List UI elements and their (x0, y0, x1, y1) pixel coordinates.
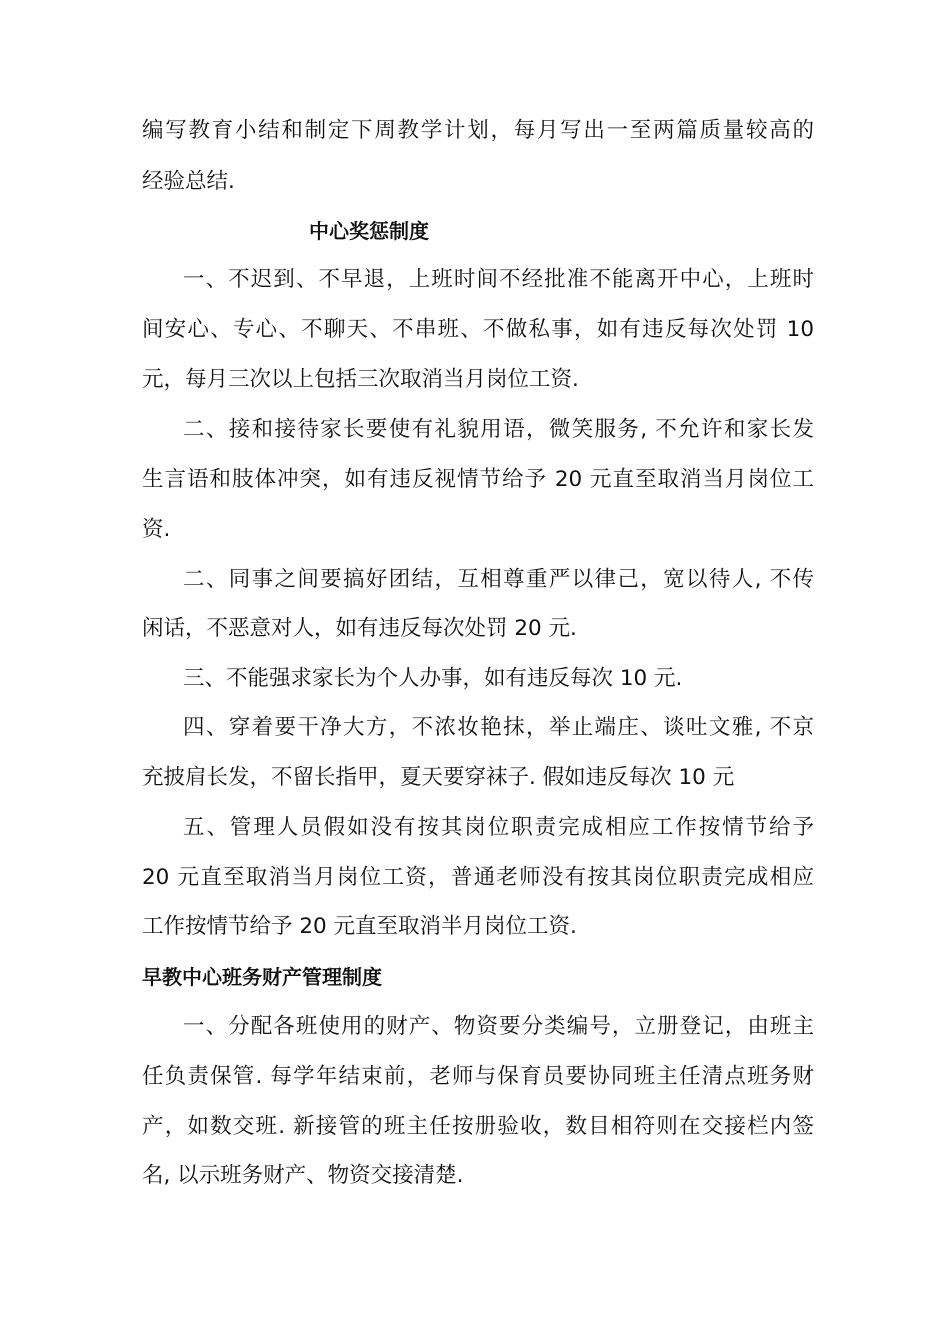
text-line: 四、穿着要干净大方，不浓妆艳抹，举止端庄、谈吐文雅, 不京 (183, 715, 814, 740)
section-title: 中心奖惩制度 (309, 219, 429, 243)
text-line: 充披肩长发，不留长指甲，夏天要穿袜子. 假如违反每次 10 元 (142, 765, 735, 790)
text-line: 一、不迟到、不早退，上班时间不经批准不能离开中心，上班时 (183, 267, 814, 292)
text-line: 20 元直至取消当月岗位工资，普通老师没有按其岗位职责完成相应 (142, 865, 814, 890)
text-line: 任负责保管. 每学年结束前，老师与保育员要协同班主任清点班务财 (142, 1064, 814, 1089)
text-line: 生言语和肢体冲突，如有违反视情节给予 20 元直至取消当月岗位工 (142, 467, 814, 492)
text-line: 间安心、专心、不聊天、不串班、不做私事，如有违反每次处罚 10 (142, 317, 814, 342)
section-title: 早教中心班务财产管理制度 (142, 965, 382, 989)
text-line: 编写教育小结和制定下周教学计划，每月写出一至两篇质量较高的 (142, 118, 814, 143)
text-line: 二、同事之间要搞好团结，互相尊重严以律己，宽以待人, 不传 (183, 567, 814, 592)
text-line: 二、接和接待家长要使有礼貌用语，微笑服务, 不允许和家长发 (183, 417, 814, 442)
text-line: 资. (142, 517, 171, 542)
text-line: 工作按情节给予 20 元直至取消半月岗位工资. (142, 914, 577, 939)
text-line: 闲话，不恶意对人，如有违反每次处罚 20 元. (142, 616, 577, 641)
text-line: 元，每月三次以上包括三次取消当月岗位工资. (142, 367, 579, 392)
text-line: 产，如数交班. 新接管的班主任按册验收，数目相符则在交接栏内签 (142, 1114, 814, 1139)
text-line: 一、分配各班使用的财产、物资要分类编号，立册登记，由班主 (183, 1014, 814, 1039)
text-line: 五、管理人员假如没有按其岗位职责完成相应工作按情节给予 (183, 815, 814, 840)
text-line: 经验总结. (142, 169, 235, 194)
text-line: 三、不能强求家长为个人办事，如有违反每次 10 元. (183, 666, 683, 691)
text-line: 名, 以示班务财产、物资交接清楚. (142, 1163, 464, 1188)
